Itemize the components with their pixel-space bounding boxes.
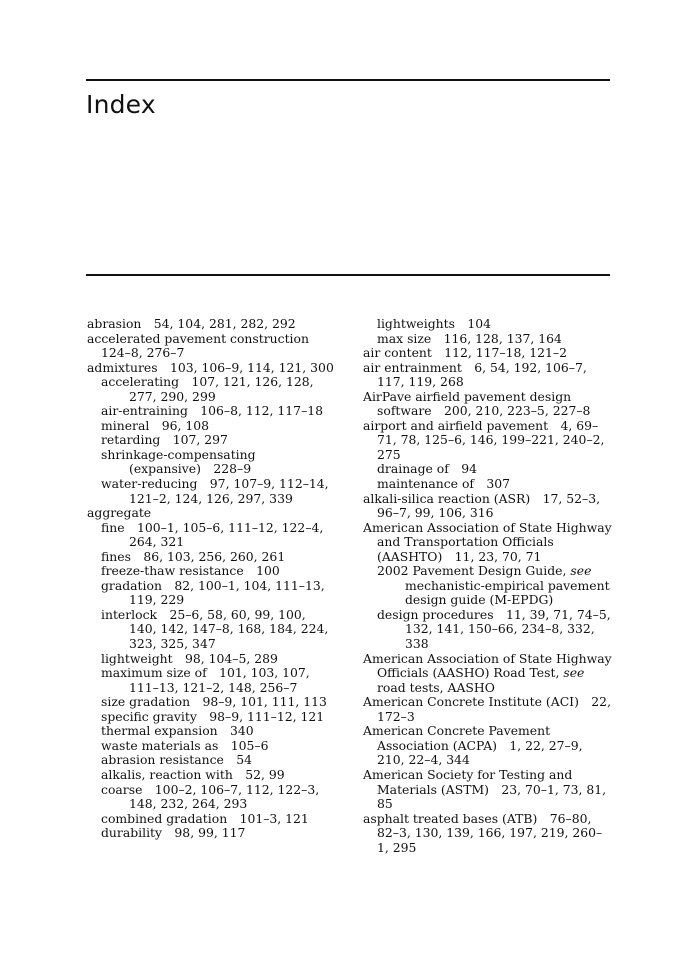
page-numbers: 98–9, 111–12, 121 [209, 708, 325, 724]
index-term: admixtures [87, 359, 158, 375]
page-numbers: 1, 22, 27–9, 210, 22–4, 344 [377, 737, 583, 768]
index-term: airport and airfield pavement [363, 417, 549, 433]
index-column-right [363, 317, 613, 855]
index-entry [363, 346, 613, 361]
page-numbers: 112, 117–18, 121–2 [444, 345, 568, 361]
index-term: air content [363, 345, 432, 361]
page-numbers: 86, 103, 256, 260, 261 [143, 548, 286, 564]
index-term: asphalt treated bases (ATB) [363, 810, 538, 826]
index-term: specific gravity [101, 708, 197, 724]
page-numbers: 228–9 [213, 461, 252, 477]
page-numbers: 97, 107–9, 112–14, 121–2, 124, 126, 297, 339 [129, 476, 329, 506]
page-numbers: 103, 106–9, 114, 121, 300 [169, 359, 334, 375]
index-term: American Society for Testing and Materials (ASTM) [363, 766, 573, 797]
index-term: air entrainment [363, 359, 462, 375]
index-term: gradation [101, 577, 162, 593]
index-term: air-entraining [101, 403, 188, 419]
index-term: fines [101, 548, 131, 564]
index-entry [363, 724, 613, 768]
index-term: retarding [101, 432, 161, 448]
index-term: American Association of State Highway Officials (AASHO) Road Test, [363, 650, 612, 681]
page-numbers: 100 [256, 563, 280, 579]
index-entry [87, 317, 337, 332]
index-entry [87, 652, 337, 667]
index-entry [87, 826, 337, 841]
index-term: water-reducing [101, 476, 198, 492]
page-numbers: 101, 103, 107, 111–13, 121–2, 148, 256–7 [129, 665, 310, 695]
index-entry [87, 739, 337, 754]
index-term: American Concrete Institute (ACI) [363, 694, 579, 710]
page-numbers: 11, 23, 70, 71 [454, 548, 542, 564]
index-entry [87, 783, 337, 812]
index-entry [363, 390, 613, 419]
bottom-rule [86, 274, 610, 276]
index-entry [87, 332, 337, 361]
index-term: accelerating [101, 374, 180, 390]
page-numbers: 54, 104, 281, 282, 292 [153, 316, 296, 331]
index-entry [363, 317, 613, 332]
index-entry [87, 724, 337, 739]
page-numbers: 23, 70–1, 73, 81, 85 [377, 781, 607, 812]
see-reference: see [563, 665, 585, 681]
index-entry [87, 564, 337, 579]
index-entry [87, 521, 337, 550]
page-numbers: 107, 297 [172, 432, 228, 448]
index-term: thermal expansion [101, 723, 218, 739]
page-numbers: 52, 99 [245, 766, 285, 782]
index-entry [87, 579, 337, 608]
see-reference: see [570, 563, 592, 579]
index-term: alkalis, reaction with [101, 766, 233, 782]
page-numbers: 340 [230, 723, 254, 739]
index-term: aggregate [87, 505, 152, 521]
page-numbers: 17, 52–3, 96–7, 99, 106, 316 [377, 490, 601, 521]
page-numbers: 200, 210, 223–5, 227–8 [444, 403, 591, 419]
index-term: combined gradation [101, 810, 228, 826]
index-entry [87, 361, 337, 376]
index-term: abrasion [87, 316, 142, 331]
index-term: coarse [101, 781, 143, 797]
index-entry [87, 419, 337, 434]
index-entry [363, 652, 613, 696]
index-entry [363, 695, 613, 724]
page-numbers: 22, 172–3 [377, 694, 612, 724]
index-term: 2002 Pavement Design Guide, [377, 563, 567, 579]
page-numbers: 82, 100–1, 104, 111–13, 119, 229 [129, 577, 325, 608]
page-numbers: 94 [461, 461, 477, 477]
index-term: size gradation [101, 694, 191, 710]
page-numbers: 6, 54, 192, 106–7, 117, 119, 268 [377, 359, 587, 390]
index-term: interlock [101, 606, 158, 622]
index-entry [87, 375, 337, 404]
index-entry [87, 477, 337, 506]
page-numbers: 104 [467, 316, 492, 331]
index-entry [363, 492, 613, 521]
page-numbers: 76–80, 82–3, 130, 139, 166, 197, 219, 260–1, 295 [377, 810, 603, 855]
page-numbers: 11, 39, 71, 74–5, 132, 141, 150–66, 234–8, 332, 338 [405, 606, 611, 652]
index-term: abrasion resistance [101, 752, 224, 768]
index-term: maximum size of [101, 665, 207, 681]
index-entry [87, 608, 337, 652]
page-numbers: 54 [236, 752, 253, 768]
page-numbers: 107, 121, 126, 128, 277, 290, 299 [129, 374, 314, 404]
index-entry [87, 768, 337, 783]
index-entry [363, 462, 613, 477]
page-numbers: 307 [486, 476, 511, 492]
see-target: mechanistic-empirical pavement design guide (M-EPDG) [405, 577, 610, 608]
index-term: fine [101, 519, 125, 535]
see-target: road tests, AASHO [377, 679, 495, 695]
index-term: maintenance of [377, 476, 474, 492]
index-term: mineral [101, 417, 150, 433]
index-entry [363, 419, 613, 463]
index-term: American Association of State Highway and Transportation Officials (AASHTO) [363, 519, 612, 564]
index-entry [87, 812, 337, 827]
index-entry [363, 564, 613, 608]
page-title: Index [86, 90, 156, 119]
page-numbers: 105–6 [230, 737, 269, 753]
page-numbers: 25–6, 58, 60, 99, 100, 140, 142, 147–8, 168, 184, 224, 323, 325, 347 [129, 606, 329, 652]
index-entry [363, 477, 613, 492]
index-term: drainage of [377, 461, 449, 477]
page-numbers: 98, 99, 117 [174, 825, 246, 841]
index-entry [363, 768, 613, 812]
index-entry [87, 695, 337, 710]
index-term: max size [377, 330, 432, 346]
page-numbers: 100–2, 106–7, 112, 122–3, 148, 232, 264, 293 [129, 781, 320, 812]
index-entry [363, 361, 613, 390]
index-term: waste materials as [101, 737, 219, 753]
index-term: lightweights [377, 316, 455, 331]
index-column-left [87, 317, 337, 841]
page-numbers: 106–8, 112, 117–18 [200, 403, 324, 419]
index-term: design procedures [377, 606, 494, 622]
page-numbers: 100–1, 105–6, 111–12, 122–4, 264, 321 [129, 519, 324, 550]
index-entry [87, 448, 337, 477]
index-entry [363, 521, 613, 565]
page-numbers: 101–3, 121 [239, 810, 309, 826]
index-term: lightweight [101, 650, 173, 666]
index-entry [87, 404, 337, 419]
index-entry [87, 710, 337, 725]
index-entry [87, 433, 337, 448]
index-entry [363, 332, 613, 347]
index-term: accelerated pavement construction [87, 330, 309, 346]
index-entry [87, 506, 337, 521]
index-entry [363, 608, 613, 652]
index-term: American Concrete Pavement Association (ACPA) [363, 723, 551, 753]
page-numbers: 96, 108 [161, 417, 209, 433]
index-term: shrinkage-compensating (expansive) [101, 446, 256, 477]
index-entry [87, 550, 337, 565]
index-entry [87, 666, 337, 695]
page-numbers: 124–8, 276–7 [101, 345, 185, 361]
index-entry [87, 753, 337, 768]
index-term: freeze-thaw resistance [101, 563, 244, 579]
index-entry [363, 812, 613, 856]
index-term: durability [101, 825, 163, 841]
page-numbers: 4, 69–71, 78, 125–6, 146, 199–221, 240–2, 275 [377, 417, 605, 462]
top-rule [86, 79, 610, 81]
page-numbers: 98–9, 101, 111, 113 [202, 694, 327, 710]
page-numbers: 116, 128, 137, 164 [443, 330, 562, 346]
index-term: alkali-silica reaction (ASR) [363, 490, 531, 506]
page-numbers: 98, 104–5, 289 [185, 650, 278, 666]
index-term: AirPave airfield pavement design software [363, 388, 572, 419]
